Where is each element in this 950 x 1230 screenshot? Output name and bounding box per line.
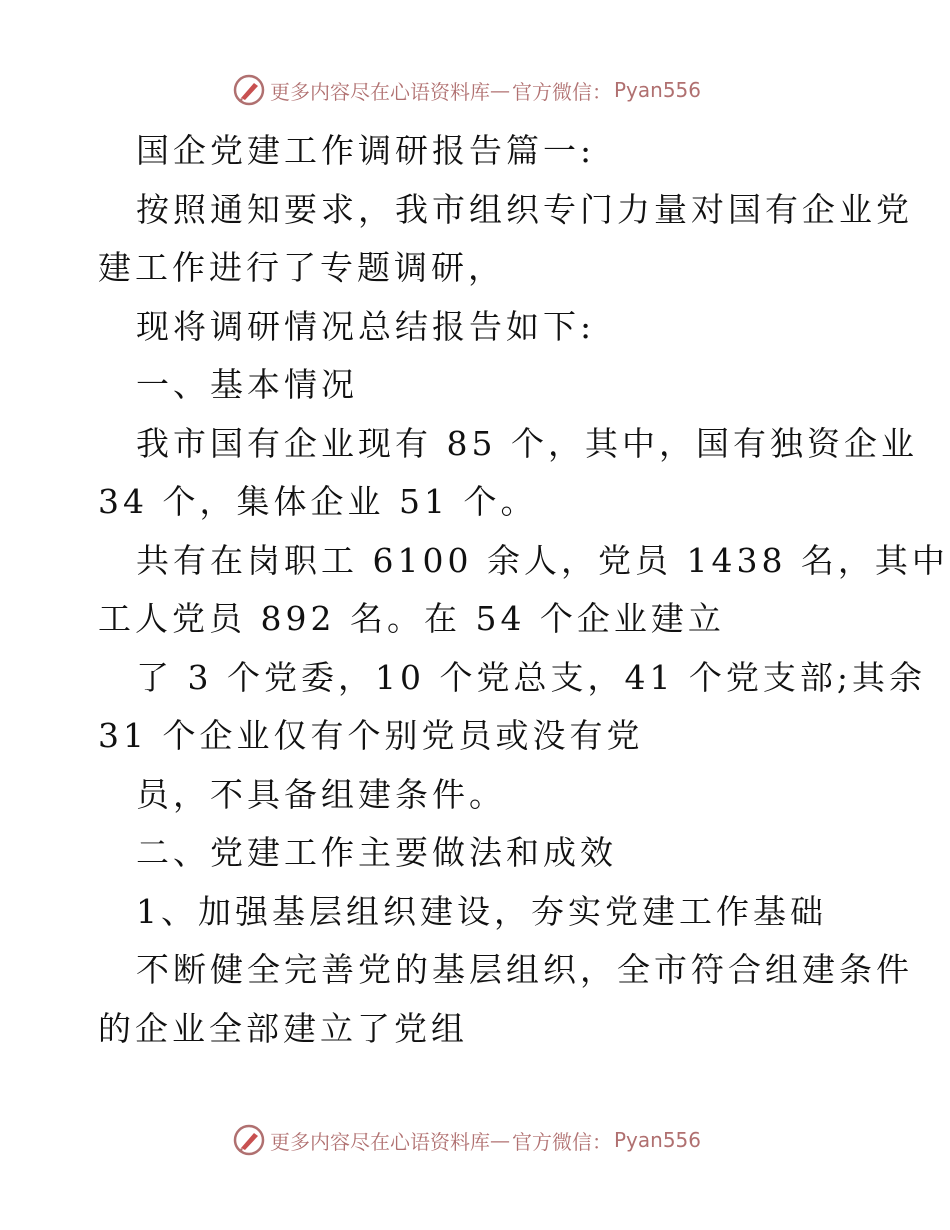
paragraph-line: 建工作进行了专题调研， (98, 248, 505, 287)
section-heading: 一、基本情况 (136, 365, 358, 404)
paragraph-line: 了 3 个党委，10 个党总支，41 个党支部;其余 (136, 657, 927, 697)
document-body (98, 122, 949, 1058)
paragraph-line: 不断健全完善党的基层组织，全市符合组建条件 (136, 950, 913, 989)
paragraph-line: 按照通知要求，我市组织专门力量对国有企业党 (136, 189, 913, 229)
paragraph-line: 现将调研情况总结报告如下: (136, 306, 596, 346)
paragraph-line: 我市国有企业现有 85 个，其中，国有独资企业 (136, 423, 918, 463)
watermark-banner-top (232, 70, 722, 110)
paragraph-line: 工人党员 892 名。在 54 个企业建立 (98, 599, 725, 638)
watermark-dash: — (490, 1128, 510, 1152)
watermark-handle: Pyan556 (614, 78, 702, 102)
watermark-handle: Pyan556 (614, 1128, 702, 1152)
section-heading: 二、党建工作主要做法和成效 (136, 833, 617, 872)
paragraph-line: 的企业全部建立了党组 (98, 1008, 468, 1048)
watermark-dash: — (490, 78, 510, 102)
watermark-banner-bottom (232, 1120, 722, 1160)
watermark-wechat-label: 官方微信： (512, 1129, 612, 1154)
watermark-wechat-label: 官方微信： (512, 79, 612, 104)
watermark-site-text: 更多内容尽在心语资料库 (270, 79, 490, 104)
paragraph-line: 共有在岗职工 6100 余人，党员 1438 名，其中 (136, 540, 949, 580)
paragraph-line: 员，不具备组建条件。 (136, 774, 506, 814)
pen-logo-icon (232, 73, 266, 107)
paragraph-line: 31 个企业仅有个别党员或没有党 (98, 716, 644, 755)
watermark-site-text: 更多内容尽在心语资料库 (270, 1129, 490, 1154)
section-title: 国企党建工作调研报告篇一: (136, 131, 596, 170)
paragraph-line: 34 个，集体企业 51 个。 (98, 482, 538, 521)
subsection-heading: 1、加强基层组织建设，夯实党建工作基础 (136, 891, 827, 931)
pen-logo-icon (232, 1123, 266, 1157)
